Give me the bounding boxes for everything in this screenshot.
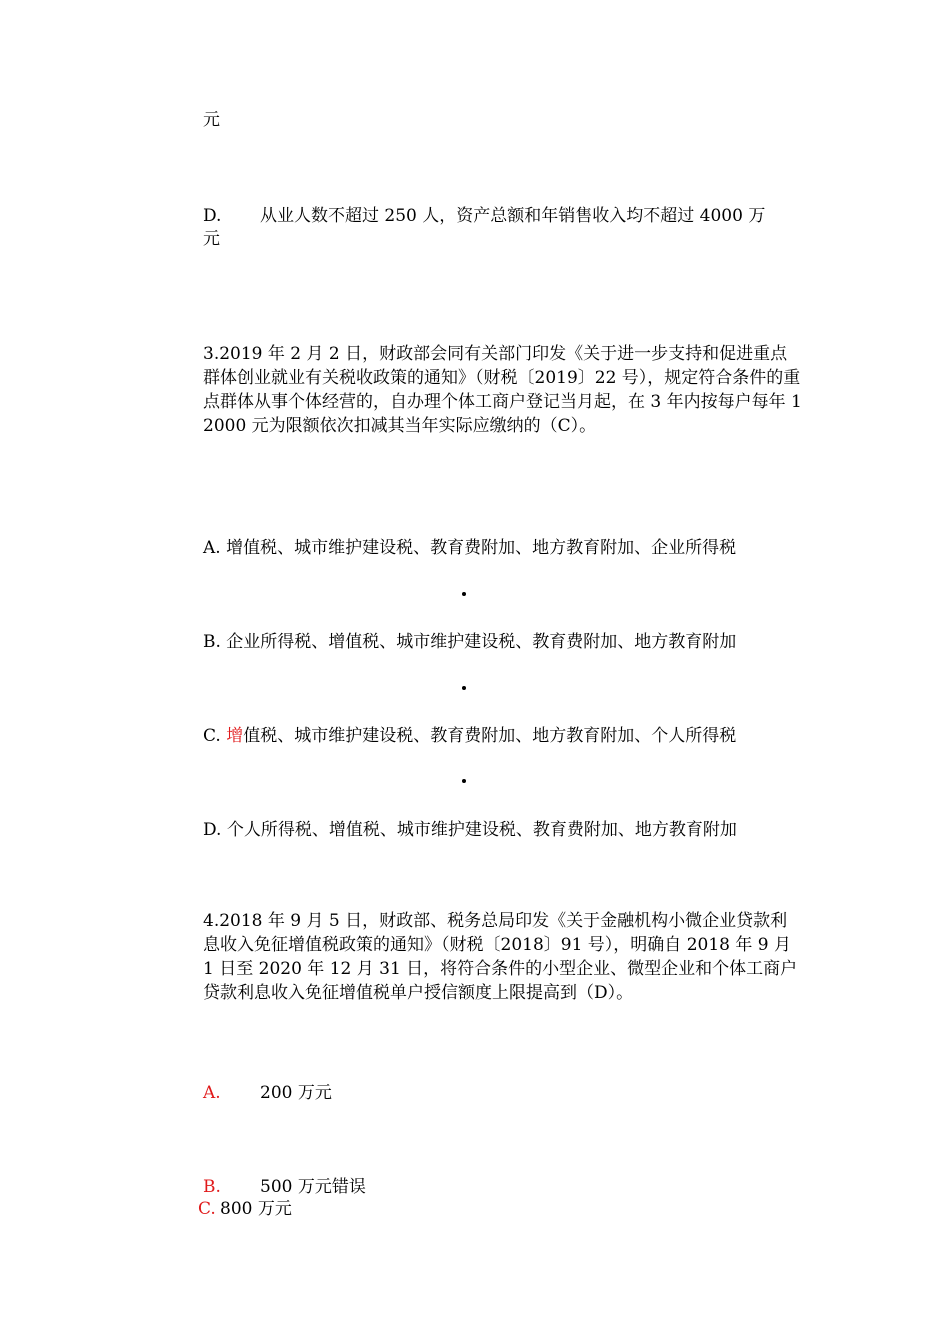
q4-option-b-letter: B.: [203, 1177, 221, 1197]
q3-option-d: D. 个人所得税、增值税、城市维护建设税、教育费附加、地方教育附加: [203, 820, 737, 840]
bullet-dot: [462, 779, 466, 783]
q3-option-c-highlight: 增: [226, 726, 244, 746]
q4-option-b-text: 500 万元错误: [260, 1177, 366, 1197]
q4-option-a-letter: A.: [203, 1083, 221, 1103]
prev-option-d-letter: D.: [203, 206, 222, 226]
question-3-text: 3.2019 年 2 月 2 日，财政部会同有关部门印发《关于进一步支持和促进重点群体创业就业有关税收政策的通知》（财税〔2019〕22 号），规定符合条件的重点群体从事个体经营的，自办理个体工商户登记当月起，在 3 年内按每户每年 12000 元为限额依次扣减其当年实际应缴纳的（C）。: [203, 344, 802, 436]
q4-option-c-text: 800 万元: [220, 1199, 292, 1219]
prev-tail-line: 元: [203, 110, 220, 130]
q3-option-c-prefix: C.: [203, 726, 227, 746]
question-4-text: 4.2018 年 9 月 5 日，财政部、税务总局印发《关于金融机构小微企业贷款利息收入免征增值税政策的通知》（财税〔2018〕91 号），明确自 2018 年 9 月 1 日至 2020 年 12 月 31 日，将符合条件的小型企业、微型企业和个体工商户贷款利息收入免征增值税单户授信额度上限提高到（D）。: [203, 911, 798, 1003]
prev-option-d-text-line2: 元: [203, 229, 220, 249]
q3-option-b: B. 企业所得税、增值税、城市维护建设税、教育费附加、地方教育附加: [203, 632, 737, 652]
q3-option-c-rest: 值税、城市维护建设税、教育费附加、地方教育附加、个人所得税: [243, 726, 737, 746]
q3-option-c: [203, 724, 736, 748]
bullet-dot: [462, 592, 466, 596]
q4-option-a-text: 200 万元: [260, 1083, 332, 1103]
bullet-dot: [462, 686, 466, 690]
prev-option-d-text: 从业人数不超过 250 人，资产总额和年销售收入均不超过 4000 万: [260, 206, 766, 226]
q3-option-a: A. 增值税、城市维护建设税、教育费附加、地方教育附加、企业所得税: [203, 538, 737, 558]
q4-option-c-letter: C.: [198, 1199, 216, 1219]
